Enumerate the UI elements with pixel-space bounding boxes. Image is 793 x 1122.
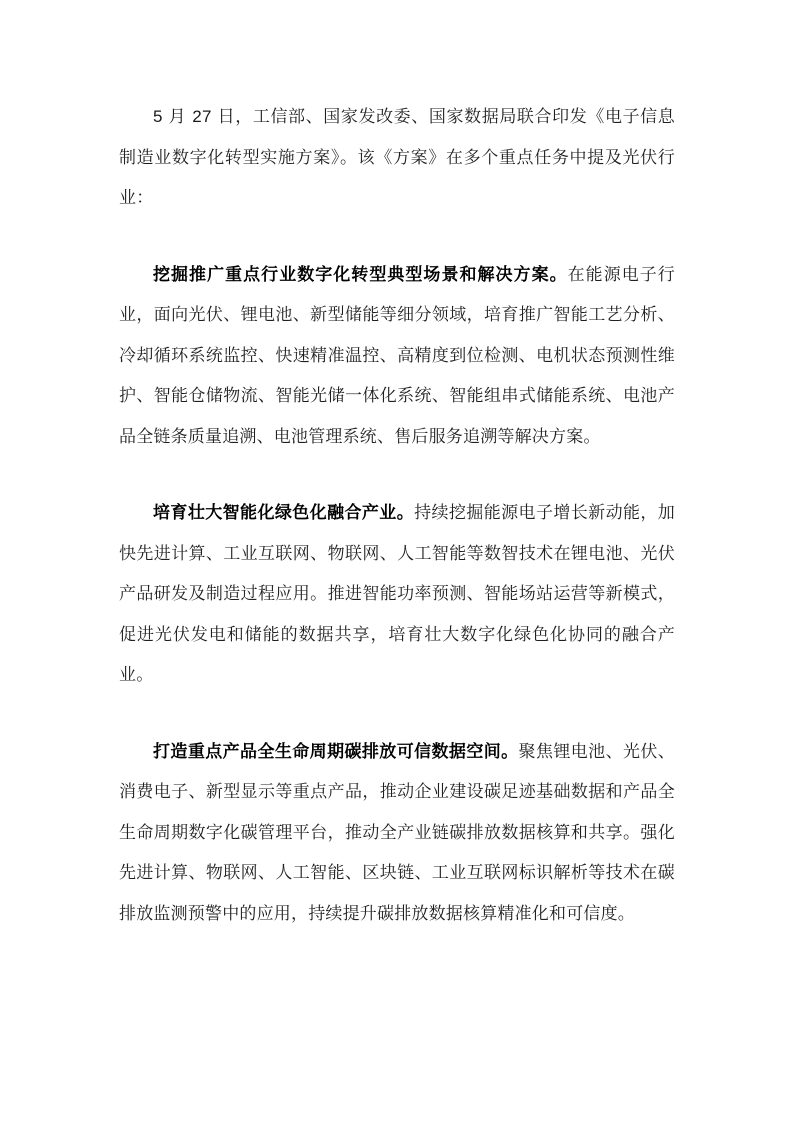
document-page: [119, 97, 675, 970]
task-paragraph-green-industry: [119, 493, 675, 696]
task-heading-green-industry: 培育壮大智能化绿色化融合产业。: [153, 503, 415, 523]
date-month: 5: [153, 107, 163, 126]
task-heading-carbon-data: 打造重点产品全生命周期碳排放可信数据空间。: [153, 741, 519, 762]
task-body-carbon-data: 聚焦锂电池、光伏、消费电子、新型显示等重点产品，推动企业建设碳足迹基础数据和产品全生命周期数字化碳管理平台，推动全产业链碳排放数据核算和共享。强化先进计算、物联网、人工智能、区块链、工业互联网标识解析等技术在碳排放监测预警中的应用，持续提升碳排放数据核算精准化和可信度。: [119, 741, 675, 924]
date-day: 27: [192, 107, 212, 126]
intro-text: 日，工信部、国家发改委、国家数据局联合印发《电子信息制造业数字化转型实施方案》。该《方案》在多个重点任务中提及光伏行业：: [119, 107, 675, 208]
task-body-scenarios: 在能源电子行业，面向光伏、锂电池、新型储能等细分领域，培育推广智能工艺分析、冷却循环系统监控、快速精准温控、高精度到位检测、电机状态预测性维护、智能仓储物流、智能光储一体化系统、智能组串式储能系统、电池产品全链条质量追溯、电池管理系统、售后服务追溯等解决方案。: [119, 264, 675, 447]
intro-paragraph: [119, 97, 675, 219]
date-month-label: 月: [162, 107, 193, 127]
task-paragraph-scenarios: [119, 255, 675, 458]
task-paragraph-carbon-data: [119, 732, 675, 935]
task-body-green-industry: 持续挖掘能源电子增长新动能，加快先进计算、工业互联网、物联网、人工智能等数智技术在锂电池、光伏产品研发及制造过程应用。推进智能功率预测、智能场站运营等新模式，促进光伏发电和储能的数据共享，培育壮大数字化绿色化协同的融合产业。: [119, 503, 676, 685]
task-heading-scenarios: 挖掘推广重点行业数字化转型典型场景和解决方案。: [153, 264, 568, 285]
